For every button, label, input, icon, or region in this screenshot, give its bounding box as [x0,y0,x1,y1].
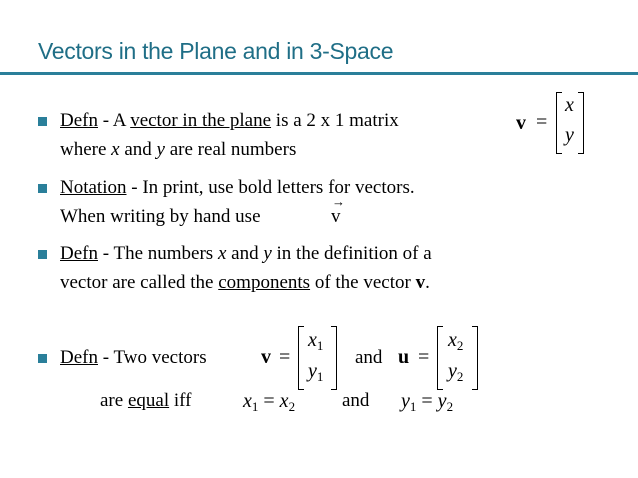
subscript: 2 [288,399,296,414]
slide-title: Vectors in the Plane and in 3-Space [38,38,394,64]
and-word: and [355,347,383,368]
equation-y [401,390,453,418]
bullet-marker-3 [38,250,47,259]
var-x: x [308,329,317,351]
var-y: y [437,390,447,412]
matrix-entry-y: y [565,124,574,146]
vector-letter: v [331,206,341,227]
var-x: x [217,243,227,264]
vector-v-symbol: v [516,112,526,134]
text: and [226,243,264,264]
vector-u-symbol: u [398,346,410,368]
bullet-marker-1 [38,117,47,126]
matrix-left-bracket [556,92,562,154]
defn-label: Defn [60,243,98,264]
var-y: y [308,360,317,382]
equals-sign: = [536,111,548,133]
text: in the definition of a [271,243,432,264]
bullet-marker-2 [38,184,47,193]
vector-arrow-symbol [331,194,345,228]
text: - In print, use bold letters for vectors. [126,177,415,198]
vector-v-bold: v [415,272,426,293]
text: is a 2 x 1 matrix [271,110,399,131]
var-x: x [448,329,457,351]
text: vector are called the [60,272,219,293]
var-x: x [279,390,289,412]
subscript: 2 [456,369,464,384]
matrix-u-entry-top [448,329,463,357]
text: - The numbers [97,243,218,264]
equals-sign: = [421,390,433,412]
bullet-3-line-1 [60,243,432,265]
equals-sign: = [418,346,430,368]
and-word: and [342,390,370,411]
var-y: y [401,390,410,412]
title-divider [0,72,638,75]
term-vector-in-plane: vector in the plane [130,110,272,131]
bullet-2-line-1 [60,177,415,199]
subscript: 2 [446,399,454,414]
matrix-u-right-bracket [472,326,478,390]
bullet-4-line-2 [100,390,191,412]
var-x: x [111,139,120,160]
subscript: 2 [456,338,464,353]
matrix-right-bracket [578,92,584,154]
bullet-4-line-1 [60,347,207,369]
text: are real numbers [164,139,297,160]
var-y: y [263,243,272,264]
subscript: 1 [251,399,259,414]
text: . [425,272,430,293]
term-components: components [218,272,311,293]
equals-sign: = [279,346,291,368]
text: - A [97,110,131,131]
var-y: y [156,139,165,160]
text: of the vector [310,272,416,293]
matrix-entry-x: x [565,94,574,116]
defn-label: Defn [60,110,98,131]
matrix-v-entry-top [308,329,323,357]
bullet-1-line-2 [60,139,296,161]
var-x: x [243,390,252,412]
text: and [119,139,157,160]
subscript: 1 [316,369,324,384]
text: When writing by hand use [60,206,261,227]
text: where [60,139,112,160]
bullet-marker-4 [38,354,47,363]
bullet-2-line-2 [60,206,261,228]
text: iff [169,390,192,411]
vector-v-symbol: v [261,346,271,368]
matrix-u-left-bracket [437,326,443,390]
matrix-v-left-bracket [298,326,304,390]
arrow-icon: → [332,194,345,209]
subscript: 1 [316,338,324,353]
notation-label: Notation [60,177,127,198]
bullet-3-line-2 [60,272,430,294]
defn-label: Defn [60,347,98,368]
equals-sign: = [263,390,275,412]
matrix-v-right-bracket [331,326,337,390]
equation-x [243,390,295,418]
bullet-1-line-1 [60,110,399,132]
text: are [100,390,128,411]
subscript: 1 [409,399,417,414]
var-y: y [448,360,457,382]
matrix-u-entry-bottom [448,360,463,388]
term-equal: equal [127,390,170,411]
text: - Two vectors [97,347,207,368]
matrix-v-entry-bottom [308,360,323,388]
